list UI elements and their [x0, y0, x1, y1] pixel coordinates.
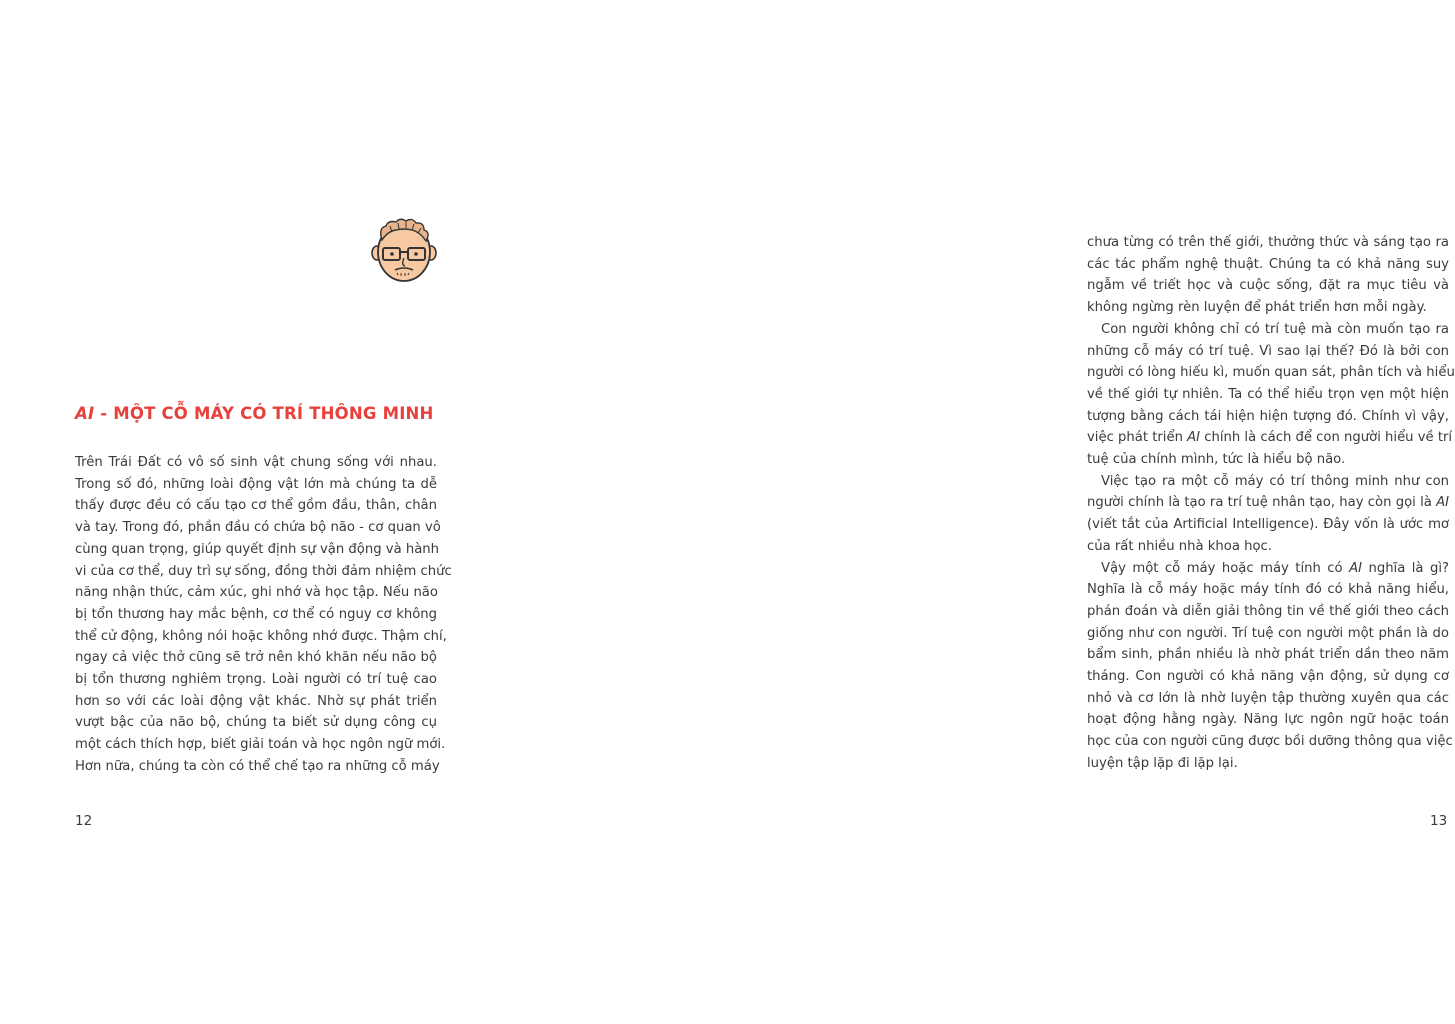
- text-line: tuệ của chính mình, tức là hiểu bộ não.: [1087, 452, 1346, 468]
- text-line: Nghĩa là cỗ máy hoặc máy tính đó có khả năng hiểu,: [1087, 582, 1449, 598]
- ai-term: AI: [1436, 495, 1449, 511]
- text-line: việc phát triển AI chính là cách để con người hiểu về trí: [1087, 430, 1453, 446]
- text-line: vượt bậc của não bộ, chúng ta biết sử dụng công cụ: [75, 715, 437, 731]
- text-line: chưa từng có trên thế giới, thưởng thức và sáng tạo ra: [1087, 235, 1449, 250]
- text-line: tháng. Con người có khả năng vận động, sử dụng cơ: [1087, 669, 1449, 685]
- text-line: phán đoán và diễn giải thông tin về thế giới theo cách: [1087, 603, 1449, 619]
- heading-ai-prefix: AI: [75, 404, 95, 423]
- text-line: bẩm sinh, phần nhiều là nhờ phát triển dần theo năm: [1087, 647, 1449, 663]
- text-line: cùng quan trọng, giúp quyết định sự vận động và hành: [75, 541, 440, 557]
- text-line: của rất nhiều nhà khoa học.: [1087, 538, 1272, 554]
- text-line: về thế giới tự nhiên. Ta có thể hiểu trọn vẹn một hiện: [1087, 386, 1449, 402]
- text-line: các tác phẩm nghệ thuật. Chúng ta có khả năng suy: [1087, 256, 1449, 272]
- ai-term: AI: [1349, 560, 1362, 576]
- text-line: thấy được đều có cấu tạo cơ thể gồm đầu, thân, chân: [75, 498, 437, 514]
- right-page: [512, 0, 1455, 1024]
- text-line: và tay. Trong đó, phần đầu có chứa bộ não - cơ quan vô: [75, 520, 441, 536]
- ai-term: AI: [1187, 430, 1201, 446]
- text-line: không ngừng rèn luyện để phát triển hơn mỗi ngày.: [1087, 300, 1427, 316]
- text-line: hơn so với các loài động vật khác. Nhờ sự phát triển: [75, 693, 437, 709]
- section-heading: [75, 404, 475, 423]
- right-body-text: [1087, 232, 1455, 775]
- page-number-left: 12: [75, 813, 93, 829]
- text-line: Trong số đó, những loài động vật lớn mà chúng ta dễ: [75, 476, 437, 492]
- text-line: ngay cả việc thở cũng sẽ trở nên khó khăn nếu não bộ: [75, 650, 437, 666]
- text-line: những cỗ máy có trí tuệ. Vì sao lại thế? Đó là bởi con: [1087, 343, 1449, 359]
- text-line: ngẫm về triết học và cuộc sống, đặt ra mục tiêu và: [1087, 278, 1449, 294]
- text-line: một cách thích hợp, biết giải toán và học ngôn ngữ mới.: [75, 737, 446, 753]
- text-line: bị tổn thương nghiêm trọng. Loài người có trí tuệ cao: [75, 672, 437, 688]
- text-line: Vậy một cỗ máy hoặc máy tính có AI nghĩa là gì?: [1101, 560, 1449, 576]
- left-body-text: [75, 452, 452, 778]
- text-line: tượng bằng cách tái hiện hiện tượng đó. Chính vì vậy,: [1087, 408, 1449, 424]
- text-line: thể cử động, không nói hoặc không nhớ được. Thậm chí,: [75, 628, 447, 644]
- text-line: người chính là tạo ra trí tuệ nhân tạo, hay còn gọi là AI: [1087, 495, 1449, 511]
- page-number-right: 13: [1430, 813, 1448, 829]
- text-line: hoạt động hằng ngày. Năng lực ngôn ngữ hoặc toán: [1087, 712, 1449, 728]
- text-line: (viết tắt của Artificial Intelligence). Đây vốn là ước mơ: [1087, 517, 1449, 533]
- text-line: nhỏ và cơ lớn là nhờ luyện tập thường xuyên qua các: [1087, 690, 1449, 706]
- text-line: luyện tập lặp đi lặp lại.: [1087, 755, 1238, 771]
- heading-title: - MỘT CỖ MÁY CÓ TRÍ THÔNG MINH: [94, 404, 434, 423]
- text-line: vi của cơ thể, duy trì sự sống, đồng thời đảm nhiệm chức: [75, 563, 452, 579]
- text-line: bị tổn thương hay mắc bệnh, cơ thể có nguy cơ không: [75, 606, 437, 622]
- text-line: Việc tạo ra một cỗ máy có trí thông minh như con: [1101, 473, 1449, 489]
- text-line: học của con người cũng được bồi dưỡng thông qua việc: [1087, 734, 1453, 750]
- text-line: năng nhận thức, cảm xúc, ghi nhớ và học tập. Nếu não: [75, 585, 438, 601]
- cartoon-face-illustration: [368, 214, 440, 286]
- text-line: Hơn nữa, chúng ta còn có thể chế tạo ra những cỗ máy: [75, 758, 440, 774]
- text-line: Trên Trái Đất có vô số sinh vật chung sống với nhau.: [75, 455, 437, 470]
- left-page: [0, 0, 512, 1024]
- text-line: Con người không chỉ có trí tuệ mà còn muốn tạo ra: [1101, 321, 1449, 337]
- text-line: giống như con người. Trí tuệ con người một phần là do: [1087, 625, 1449, 641]
- text-line: người có lòng hiếu kì, muốn quan sát, phân tích và hiểu: [1087, 365, 1455, 381]
